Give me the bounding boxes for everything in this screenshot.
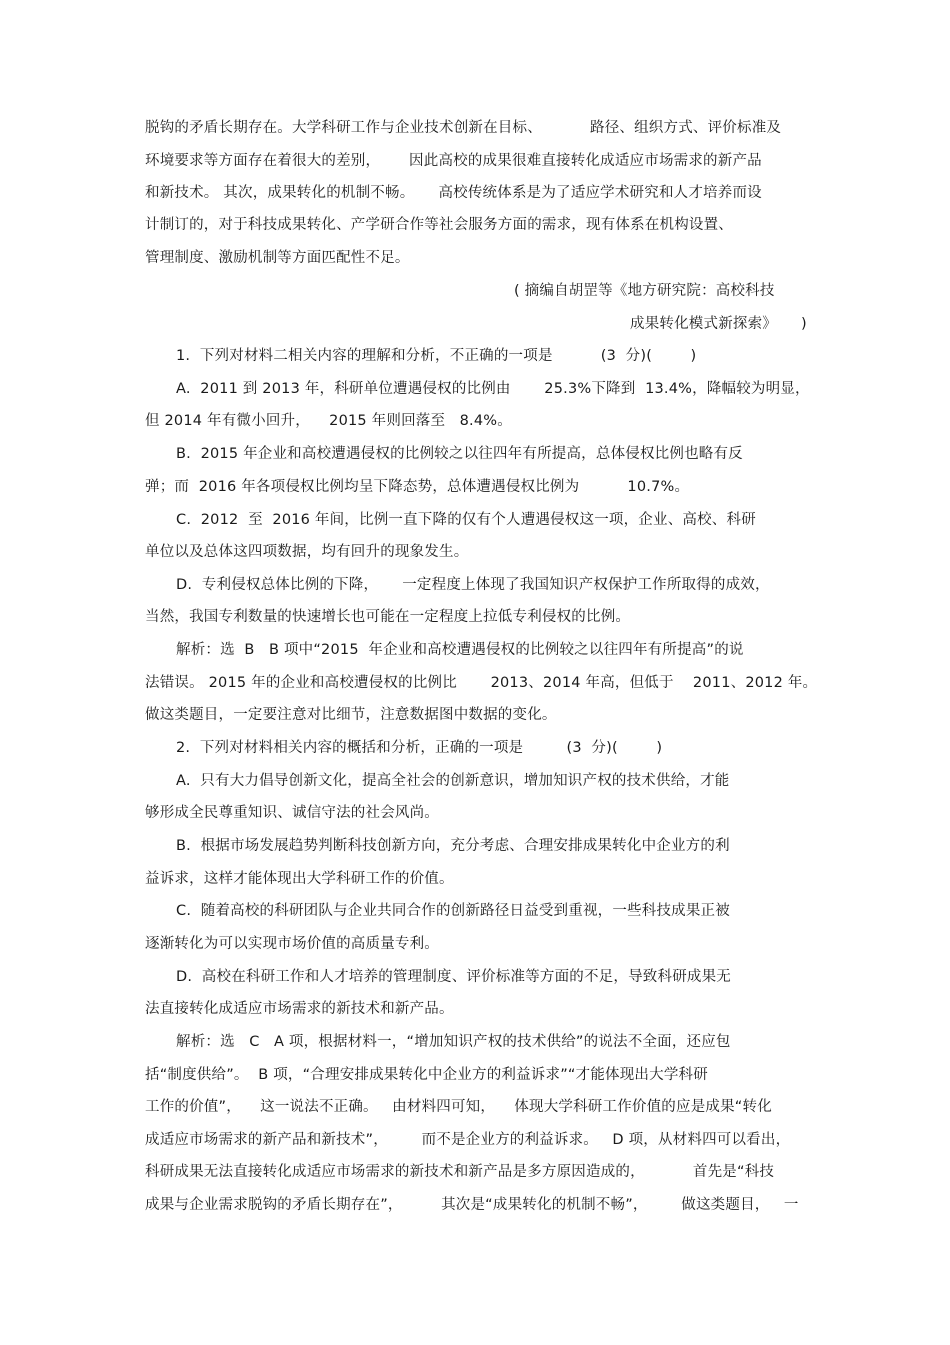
q1-analysis-cont: 做这类题目，一定要注意对比细节，注意数据图中数据的变化。 — [145, 707, 557, 723]
q1-option-b: B. 2015 年企业和高校遭遇侵权的比例较之以往四年有所提高，总体侵权比例也略有反 — [176, 446, 743, 462]
q1-option-a-cont: 但 2014 年有微小回升， 2015 年则回落至 8.4%。 — [145, 413, 512, 429]
question-2-stem: 2. 下列对材料相关内容的概括和分析，正确的一项是 (3 分)( ) — [176, 740, 663, 756]
q2-analysis-cont: 括“制度供给”。 B 项，“合理安排成果转化中企业方的利益诉求”“才能体现出大学科研 — [145, 1067, 708, 1083]
q1-option-a: A. 2011 到 2013 年，科研单位遭遇侵权的比例由 25.3%下降到 13.4%，降幅较为明显， — [176, 381, 810, 397]
q1-option-d-cont: 当然，我国专利数量的快速增长也可能在一定程度上拉低专利侵权的比例。 — [145, 609, 631, 625]
q2-option-b-cont: 益诉求，这样才能体现出大学科研工作的价值。 — [145, 871, 454, 887]
q1-option-d: D. 专利侵权总体比例的下降， 一定程度上体现了我国知识产权保护工作所取得的成效， — [176, 577, 770, 593]
q1-option-c-cont: 单位以及总体这四项数据，均有回升的现象发生。 — [145, 544, 469, 560]
passage-line: 脱钩的矛盾长期存在。大学科研工作与企业技术创新在目标、 路径、组织方式、评价标准及 — [145, 120, 782, 136]
q2-option-a-cont: 够形成全民尊重知识、诚信守法的社会风尚。 — [145, 805, 439, 821]
q2-option-c: C. 随着高校的科研团队与企业共同合作的创新路径日益受到重视，一些科技成果正被 — [176, 903, 730, 919]
q1-analysis-cont: 法错误。 2015 年的企业和高校遭侵权的比例比 2013、2014 年高，但低于 2011、2012 年。 — [145, 675, 818, 691]
passage-line: 计制订的，对于科技成果转化、产学研合作等社会服务方面的需求，现有体系在机构设置、 — [145, 217, 733, 233]
passage-line: 管理制度、激励机制等方面匹配性不足。 — [145, 250, 410, 266]
q2-option-a: A. 只有大力倡导创新文化，提高全社会的创新意识，增加知识产权的技术供给，才能 — [176, 773, 730, 789]
q2-analysis: 解析：选 C A 项，根据材料一，“增加知识产权的技术供给”的说法不全面，还应包 — [176, 1034, 731, 1050]
passage-line: 环境要求等方面存在着很大的差别， 因此高校的成果很难直接转化成适应市场需求的新产品 — [145, 153, 762, 169]
source-citation: ( 摘编自胡罡等《地方研究院：高校科技 — [514, 283, 775, 299]
q1-option-b-cont: 弹；而 2016 年各项侵权比例均呈下降态势，总体遭遇侵权比例为 10.7%。 — [145, 479, 690, 495]
q2-option-d-cont: 法直接转化成适应市场需求的新技术和新产品。 — [145, 1001, 454, 1017]
passage-line: 和新技术。 其次，成果转化的机制不畅。 高校传统体系是为了适应学术研究和人才培养而设 — [145, 185, 762, 201]
q1-analysis: 解析：选 B B 项中“2015 年企业和高校遭遇侵权的比例较之以往四年有所提高”的说 — [176, 642, 744, 658]
q1-option-c: C. 2012 至 2016 年间，比例一直下降的仅有个人遭遇侵权这一项，企业、高校、科研 — [176, 512, 756, 528]
q2-analysis-cont: 成适应市场需求的新产品和新技术”， 而不是企业方的利益诉求。 D 项，从材料四可以看出， — [145, 1132, 791, 1148]
question-1-stem: 1. 下列对材料二相关内容的理解和分析，不正确的一项是 (3 分)( ) — [176, 348, 697, 364]
source-citation: 成果转化模式新探索》 ) — [630, 316, 807, 332]
q2-analysis-cont: 工作的价值”， 这一说法不正确。 由材料四可知， 体现大学科研工作价值的应是成果“转化 — [145, 1099, 772, 1115]
q2-option-b: B. 根据市场发展趋势判断科技创新方向，充分考虑、合理安排成果转化中企业方的利 — [176, 838, 730, 854]
q2-option-c-cont: 逐渐转化为可以实现市场价值的高质量专利。 — [145, 936, 439, 952]
q2-analysis-cont: 成果与企业需求脱钩的矛盾长期存在”， 其次是“成果转化的机制不畅”， 做这类题目， 一 — [145, 1197, 799, 1213]
q2-analysis-cont: 科研成果无法直接转化成适应市场需求的新技术和新产品是多方原因造成的， 首先是“科技 — [145, 1164, 775, 1180]
q2-option-d: D. 高校在科研工作和人才培养的管理制度、评价标准等方面的不足，导致科研成果无 — [176, 969, 731, 985]
